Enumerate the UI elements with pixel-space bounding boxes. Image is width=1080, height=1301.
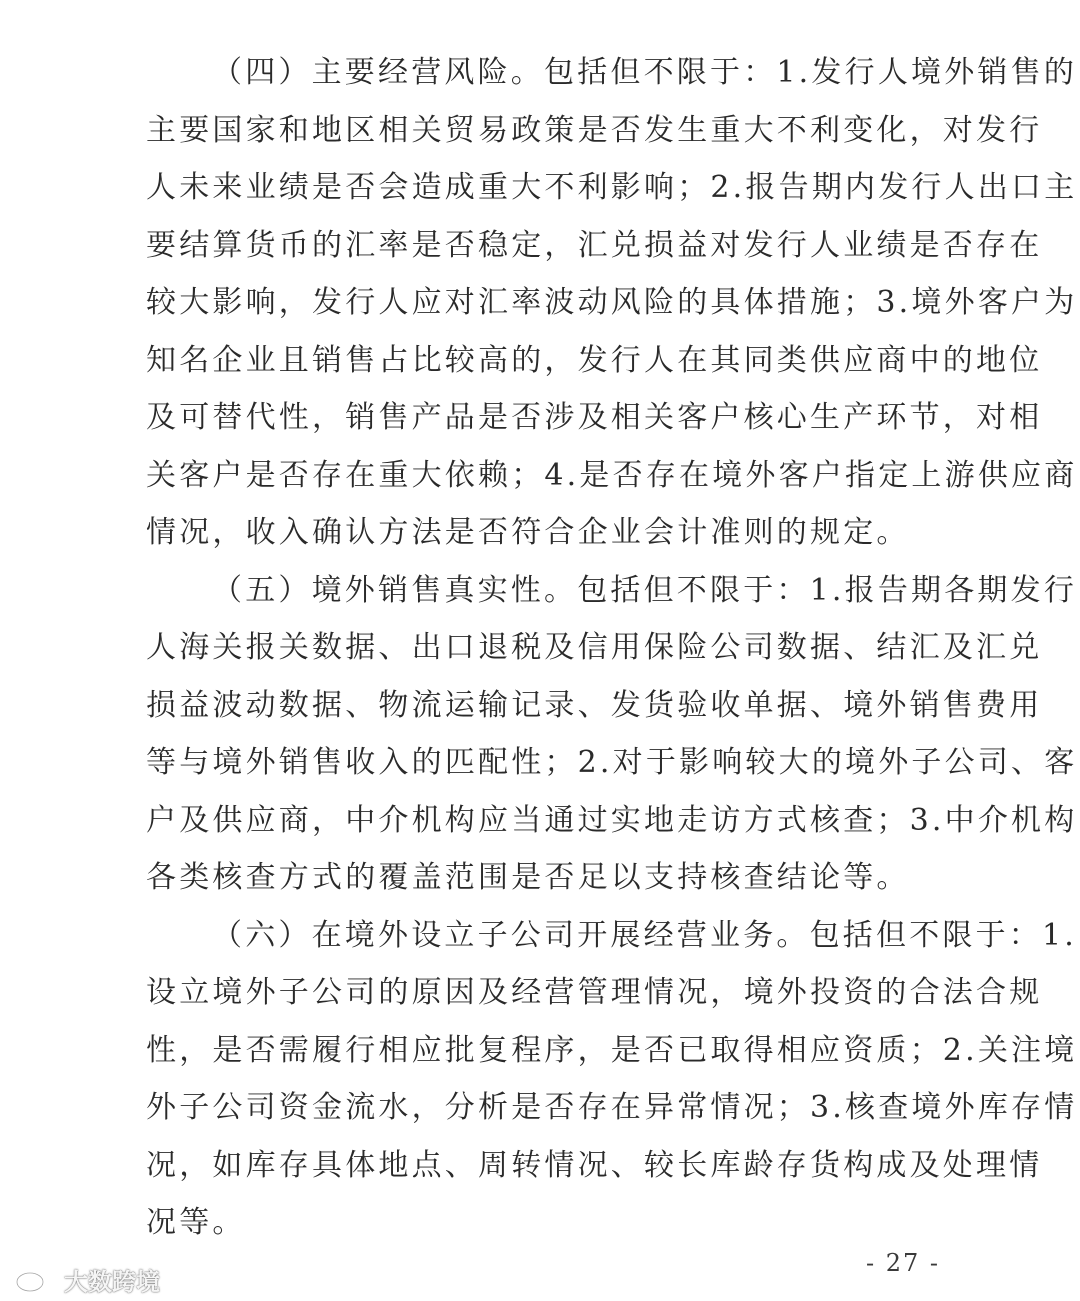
watermark	[14, 1262, 160, 1297]
watermark-text: 大数跨境	[64, 1268, 160, 1296]
text-line: 损益波动数据、物流运输记录、发货验收单据、境外销售费用	[146, 687, 1043, 723]
paragraph-main-risks	[146, 44, 1078, 562]
text-line: 性，是否需履行相应批复程序，是否已取得相应资质；2.关注境	[146, 1032, 1078, 1068]
text-line: （五）境外销售真实性。包括但不限于：1.报告期各期发行	[212, 572, 1078, 608]
weibo-logo-icon	[14, 1266, 58, 1294]
text-line: 各类核查方式的覆盖范围是否足以支持核查结论等。	[146, 860, 910, 895]
text-line: 户及供应商，中介机构应当通过实地走访方式核查；3.中介机构	[146, 802, 1078, 838]
text-line: 主要国家和地区相关贸易政策是否发生重大不利变化，对发行	[146, 112, 1043, 148]
text-line: 况，如库存具体地点、周转情况、较长库龄存货构成及处理情	[146, 1147, 1043, 1183]
paragraph-overseas-sales-authenticity	[146, 562, 1078, 907]
text-line: （六）在境外设立子公司开展经营业务。包括但不限于：1.	[212, 917, 1078, 953]
text-line: 关客户是否存在重大依赖；4.是否存在境外客户指定上游供应商	[146, 457, 1078, 493]
document-body	[146, 44, 1078, 1252]
text-line: 况等。	[146, 1205, 246, 1240]
paragraph-overseas-subsidiaries	[146, 907, 1078, 1252]
text-line: 知名企业且销售占比较高的，发行人在其同类供应商中的地位	[146, 342, 1043, 378]
text-line: 及可替代性，销售产品是否涉及相关客户核心生产环节，对相	[146, 400, 1043, 435]
text-line: 人未来业绩是否会造成重大不利影响；2.报告期内发行人出口主	[146, 170, 1078, 205]
text-line: （四）主要经营风险。包括但不限于：1.发行人境外销售的	[212, 55, 1078, 90]
text-line: 较大影响，发行人应对汇率波动风险的具体措施；3.境外客户为	[146, 285, 1078, 320]
text-line: 人海关报关数据、出口退税及信用保险公司数据、结汇及汇兑	[146, 630, 1043, 665]
text-line: 外子公司资金流水，分析是否存在异常情况；3.核查境外库存情	[146, 1090, 1078, 1125]
text-line: 等与境外销售收入的匹配性；2.对于影响较大的境外子公司、客	[146, 745, 1078, 780]
text-line: 情况，收入确认方法是否符合企业会计准则的规定。	[146, 515, 910, 550]
page-number: - 27 -	[865, 1249, 940, 1277]
text-line: 设立境外子公司的原因及经营管理情况，境外投资的合法合规	[146, 975, 1043, 1010]
text-line: 要结算货币的汇率是否稳定，汇兑损益对发行人业绩是否存在	[146, 227, 1043, 263]
